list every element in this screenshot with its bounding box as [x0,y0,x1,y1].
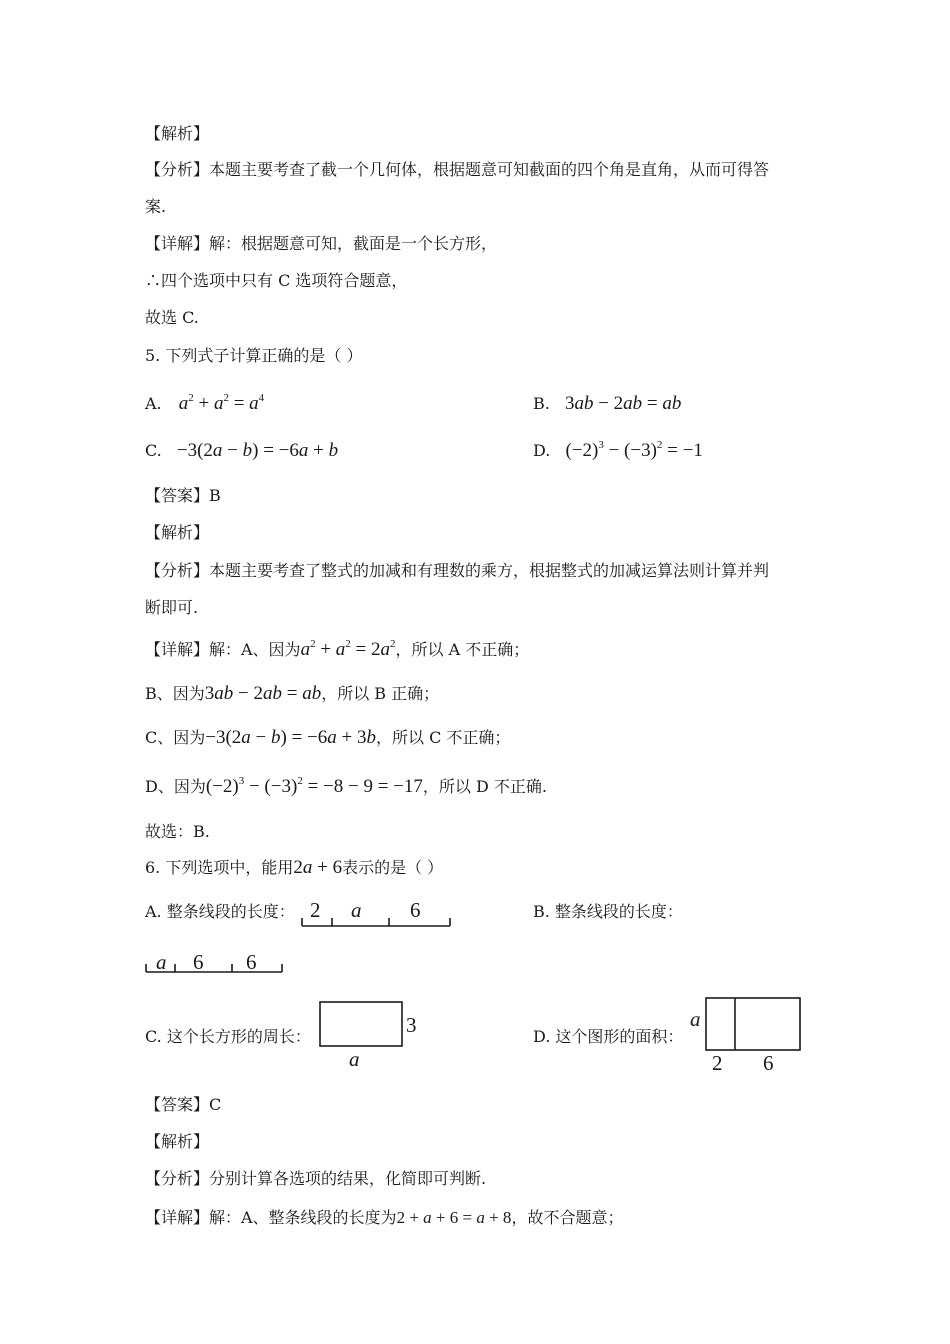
analysis-heading: 【解析】 [145,124,210,143]
detail-5-d [145,776,547,798]
detail-5-b-expr: 3ab − 2ab = ab [204,683,322,704]
q6b-label-six-2: 6 [246,950,257,974]
question-6-pre: 6. 下列选项中，能用 [145,858,294,877]
detail-5-a-expr: $a^2 + a^2 = 2a^2$ [300,638,396,660]
q5-option-a [145,393,264,415]
q6d-label-two: 2 [712,1051,723,1074]
q6a-label-two: 2 [310,898,321,922]
question-6-post: 表示的是（ ） [342,858,444,877]
q5-option-a-label: A. [145,394,162,413]
q6-option-b-label: B. 整条线段的长度： [533,902,683,921]
detail-5-d-pre: D、因为 [145,777,206,796]
question-6 [145,857,443,879]
detail-6-a-post: ，故不合题意； [511,1208,624,1227]
choice-conclusion: 故选 C. [145,308,199,327]
detail-5-c [145,727,510,749]
q6a-label-six: 6 [410,898,421,922]
q5-option-c [145,440,338,462]
analysis-text-6: 【分析】分别计算各选项的结果，化简即可判断. [145,1169,487,1188]
analysis-text: 【分析】本题主要考查了截一个几何体，根据题意可知截面的四个角是直角，从而可得答 [145,160,770,179]
analysis-text-cont: 案. [145,197,167,216]
question-6-expr: 2a + 6 [293,857,343,878]
q6-option-d-area-figure [686,994,806,1074]
detail-5-d-post: ，所以 D 不正确. [422,777,547,796]
q5-option-a-expr: $a^2 + a^2 = a^4$ [178,392,265,414]
q5-option-b [533,393,681,415]
choice-conclusion-5: 故选：B. [145,822,210,841]
q6-option-d-label: D. 这个图形的面积： [533,1027,684,1046]
q6c-label-a: a [349,1047,360,1070]
detail-5-b-pre: B、因为 [145,684,205,703]
q6-option-a-segment-figure [298,893,458,933]
detail-6-a-pre: 【详解】解：A、整条线段的长度为 [145,1208,397,1227]
q5-option-d-expr: $(-2)^3 - (-3)^2 = -1$ [565,439,703,461]
detail-5-b-post: ，所以 B 正确； [321,684,440,703]
q5-option-d [533,440,703,462]
q5-option-c-label: C. [145,441,162,460]
detail-5-c-pre: C、因为 [145,728,206,747]
q6-option-c-label: C. 这个长方形的周长： [145,1027,311,1046]
detail-5-c-expr: −3(2a − b) = −6a + 3b [205,727,376,748]
detail-5-a [145,639,529,661]
q5-option-b-label: B. [533,394,550,413]
q5-option-b-expr: 3ab − 2ab = ab [564,393,682,414]
detail-5-d-expr: $(-2)^3 - (-3)^2 = -8 - 9 = -17$ [205,775,423,797]
q6-option-c-rectangle-figure [316,998,426,1070]
q6d-outer-rect [706,998,800,1050]
therefore-text: ∴四个选项中只有 C 选项符合题意， [145,271,408,290]
answer-5: 【答案】B [145,486,221,505]
q6a-label-a: a [351,898,362,922]
detail-5-b [145,683,439,705]
detail-text: 【详解】解：根据题意可知，截面是一个长方形， [145,234,498,253]
analysis-text-5-cont: 断即可. [145,598,199,617]
detail-6-a [145,1207,623,1229]
q6c-rectangle [320,1002,402,1046]
q6d-label-six: 6 [763,1051,774,1074]
answer-6: 【答案】C [145,1095,222,1114]
detail-5-a-pre: 【详解】解：A、因为 [145,640,301,659]
q6b-label-a: a [156,950,167,974]
q5-option-d-label: D. [533,441,551,460]
question-5: 5. 下列式子计算正确的是（ ） [145,346,363,365]
detail-6-a-expr: 2 + a + 6 = a + 8 [396,1208,512,1227]
q6d-label-a: a [690,1007,701,1031]
analysis-heading-5: 【解析】 [145,523,210,542]
q6-option-b-segment-figure [142,946,290,978]
analysis-text-5: 【分析】本题主要考查了整式的加减和有理数的乘方，根据整式的加减运算法则计算并判 [145,561,770,580]
q6c-label-three: 3 [406,1013,417,1037]
analysis-heading-6: 【解析】 [145,1132,210,1151]
q5-option-c-expr: −3(2a − b) = −6a + b [176,440,339,461]
detail-5-a-post: ，所以 A 不正确； [395,640,530,659]
detail-5-c-post: ，所以 C 不正确； [376,728,511,747]
q6-option-a-label: A. 整条线段的长度： [145,902,295,921]
q6b-label-six-1: 6 [193,950,204,974]
